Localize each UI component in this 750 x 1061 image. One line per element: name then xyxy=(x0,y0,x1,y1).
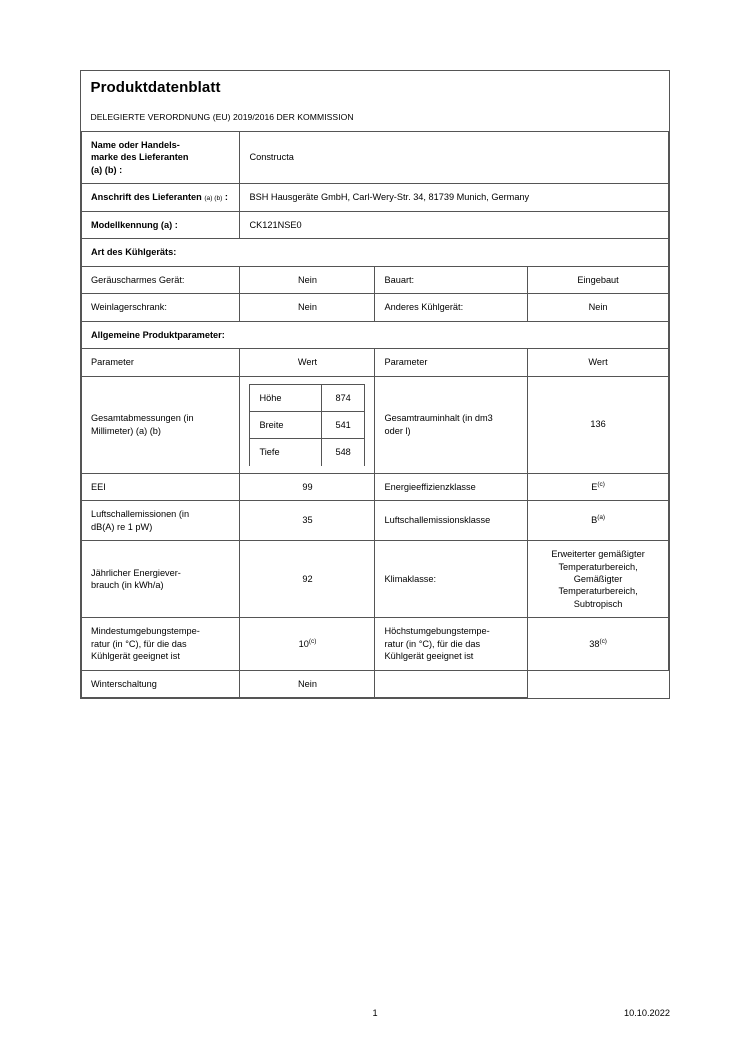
max-ambient-temp-label: Höchstumgebungstempe- ratur (in °C), für die das Kühlgerät geeignet ist xyxy=(375,618,528,670)
energy-class-value-text: E xyxy=(591,481,598,492)
annual-energy-value: 92 xyxy=(240,541,375,618)
wine-storage-value: Nein xyxy=(240,294,375,321)
dimension-row-width xyxy=(250,411,365,438)
climate-class-value: Erweiterter gemäßigter Temperaturbereich, Gemäßigter Temperaturbereich, Subtropisch xyxy=(528,541,669,618)
supplier-address-label-colon: : xyxy=(224,192,228,203)
supplier-brand-value: Constructa xyxy=(240,131,669,183)
general-parameters-section-title: Allgemeine Produktparameter: xyxy=(82,321,669,348)
wine-storage-label: Weinlagerschrank: xyxy=(82,294,240,321)
model-value: CK121NSE0 xyxy=(240,212,669,239)
header-value-right: Wert xyxy=(528,349,669,376)
appliance-type-row-1 xyxy=(82,266,669,293)
winter-setting-label: Winterschaltung xyxy=(82,670,240,697)
footer-page-number: 1 xyxy=(372,1008,378,1018)
dimension-row-depth xyxy=(250,439,365,466)
eei-row xyxy=(82,473,669,500)
energy-class-value-note: (c) xyxy=(597,480,605,488)
dimension-row-height xyxy=(250,384,365,411)
other-appliance-value: Nein xyxy=(528,294,669,321)
title-cell xyxy=(82,71,669,105)
footer-date: 10.10.2022 xyxy=(624,1008,670,1018)
header-value-left: Wert xyxy=(240,349,375,376)
eei-value: 99 xyxy=(240,473,375,500)
energy-class-value xyxy=(528,473,669,500)
annual-energy-label: Jährlicher Energiever- brauch (in kWh/a) xyxy=(82,541,240,618)
header-parameter-left: Parameter xyxy=(82,349,240,376)
energy-class-label: Energieeffizienzklasse xyxy=(375,473,528,500)
dimension-height-value: 874 xyxy=(321,384,365,411)
appliance-type-section-row xyxy=(82,239,669,266)
noise-class-label: Luftschallemissionsklasse xyxy=(375,501,528,541)
regulation-reference: DELEGIERTE VERORDNUNG (EU) 2019/2016 DER KOMMISSION xyxy=(90,112,354,123)
supplier-address-value: BSH Hausgeräte GmbH, Carl-Wery-Str. 34, 81739 Munich, Germany xyxy=(240,184,669,212)
max-ambient-temp-value-note: (c) xyxy=(599,637,607,645)
min-ambient-temp-label: Mindestumgebungstempe- ratur (in °C), für die das Kühlgerät geeignet ist xyxy=(82,618,240,670)
winter-setting-row xyxy=(82,670,669,697)
max-ambient-temp-value-text: 38 xyxy=(589,638,600,649)
winter-setting-empty-label xyxy=(375,670,528,697)
title-row xyxy=(82,71,669,105)
dimensions-row xyxy=(82,376,669,473)
total-volume-value: 136 xyxy=(528,376,669,473)
appliance-type-row-2 xyxy=(82,294,669,321)
other-appliance-label: Anderes Kühlgerät: xyxy=(375,294,528,321)
total-volume-label: Gesamtrauminhalt (in dm3 oder l) xyxy=(375,376,528,473)
appliance-type-section-title: Art des Kühlgeräts: xyxy=(82,239,669,266)
min-ambient-temp-value-note: (c) xyxy=(308,637,317,645)
page-title: Produktdatenblatt xyxy=(90,79,221,96)
dimension-height-label: Höhe xyxy=(250,384,321,411)
dimensions-values-cell xyxy=(240,376,375,473)
header-parameter-right: Parameter xyxy=(375,349,528,376)
noise-class-value-text: B xyxy=(591,515,598,526)
supplier-address-label-text: Anschrift des Lieferanten xyxy=(91,192,202,203)
product-datasheet xyxy=(80,70,670,699)
winter-setting-empty-value xyxy=(528,670,669,697)
model-row xyxy=(82,212,669,239)
winter-setting-value: Nein xyxy=(240,670,375,697)
noise-emission-value: 35 xyxy=(240,501,375,541)
low-noise-value: Nein xyxy=(240,266,375,293)
model-label: Modellkennung (a) : xyxy=(82,212,240,239)
dimension-width-label: Breite xyxy=(250,411,321,438)
construction-label: Bauart: xyxy=(375,266,528,293)
min-ambient-temp-value-text: 10 xyxy=(298,638,309,649)
construction-value: Eingebaut xyxy=(528,266,669,293)
subtitle-cell xyxy=(82,105,669,131)
ambient-temperature-row xyxy=(82,618,669,670)
noise-class-value-note: (a) xyxy=(597,514,606,522)
supplier-address-label xyxy=(82,184,240,212)
dimensions-inner-table xyxy=(249,384,365,466)
dimension-depth-label: Tiefe xyxy=(250,439,321,466)
general-parameters-header-row xyxy=(82,349,669,376)
subtitle-row xyxy=(82,105,669,131)
noise-class-value xyxy=(528,501,669,541)
dimension-width-value: 541 xyxy=(321,411,365,438)
annual-energy-row xyxy=(82,541,669,618)
general-parameters-section-row xyxy=(82,321,669,348)
noise-emission-row xyxy=(82,501,669,541)
supplier-brand-label: Name oder Handels- marke des Lieferanten (a) (b) : xyxy=(82,131,240,183)
supplier-address-label-note: (a) (b) xyxy=(204,195,223,203)
supplier-address-row xyxy=(82,184,669,212)
noise-emission-label: Luftschallemissionen (in dB(A) re 1 pW) xyxy=(82,501,240,541)
dimension-depth-value: 548 xyxy=(321,439,365,466)
dimensions-label: Gesamtabmessungen (in Millimeter) (a) (b) xyxy=(82,376,240,473)
low-noise-label: Geräuscharmes Gerät: xyxy=(82,266,240,293)
supplier-brand-row xyxy=(82,131,669,183)
max-ambient-temp-value xyxy=(528,618,669,670)
datasheet-table xyxy=(81,71,669,698)
min-ambient-temp-value xyxy=(240,618,375,670)
eei-label: EEI xyxy=(82,473,240,500)
climate-class-label: Klimaklasse: xyxy=(375,541,528,618)
